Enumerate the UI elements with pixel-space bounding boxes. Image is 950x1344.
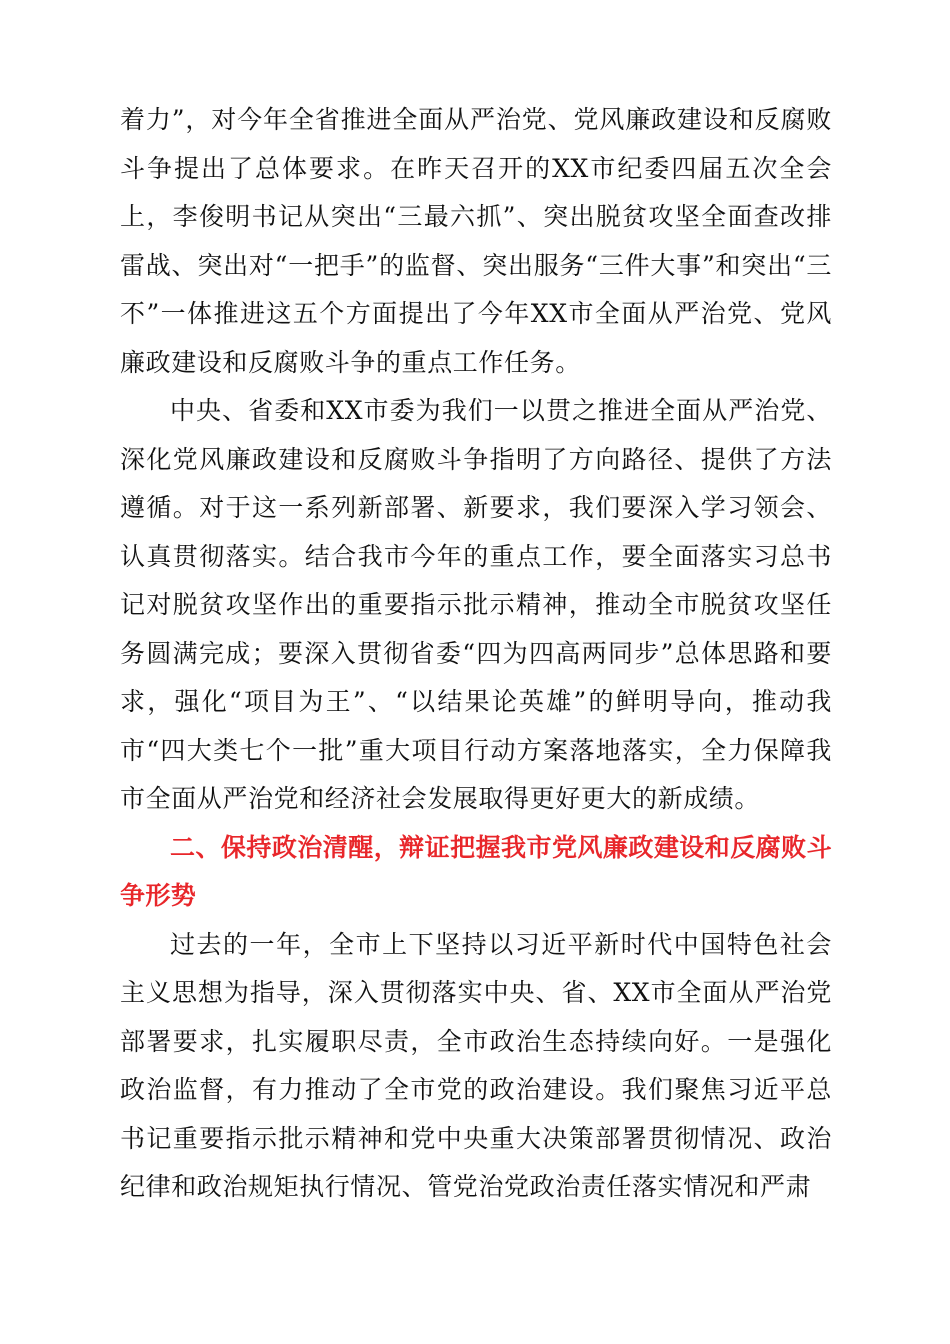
paragraph-continued: 着力”，对今年全省推进全面从严治党、党风廉政建设和反腐败斗争提出了总体要求。在昨天召开的XX市纪委四届五次全会上，李俊明书记从突出“三最六抓”、突出脱贫攻坚全面查改排雷战、突出对“一把手”的监督、突出服务“三件大事”和突出“三不”一体推进这五个方面提出了今年XX市全面从严治党、党风廉政建设和反腐败斗争的重点工作任务。 [120, 105, 832, 377]
document-body [120, 96, 832, 1212]
section-heading: 二、保持政治清醒，辩证把握我市党风廉政建设和反腐败斗争形势 [120, 832, 832, 910]
paragraph-2: 中央、省委和XX市委为我们一以贯之推进全面从严治党、深化党风廉政建设和反腐败斗争指明了方向路径、提供了方法遵循。对于这一系列新部署、新要求，我们要深入学习领会、认真贯彻落实。结合我市今年的重点工作，要全面落实习总书记对脱贫攻坚作出的重要指示批示精神，推动全市脱贫攻坚任务圆满完成；要深入贯彻省委“四为四高两同步”总体思路和要求，强化“项目为王”、“以结果论英雄”的鲜明导向，推动我市“四大类七个一批”重大项目行动方案落地落实，全力保障我市全面从严治党和经济社会发展取得更好更大的新成绩。 [120, 396, 832, 813]
paragraph-3: 过去的一年，全市上下坚持以习近平新时代中国特色社会主义思想为指导，深入贯彻落实中央、省、XX市全面从严治党部署要求，扎实履职尽责，全市政治生态持续向好。一是强化政治监督，有力推动了全市党的政治建设。我们聚焦习近平总书记重要指示批示精神和党中央重大决策部署贯彻情况、政治纪律和政治规矩执行情况、管党治党政治责任落实情况和严肃 [120, 929, 832, 1201]
